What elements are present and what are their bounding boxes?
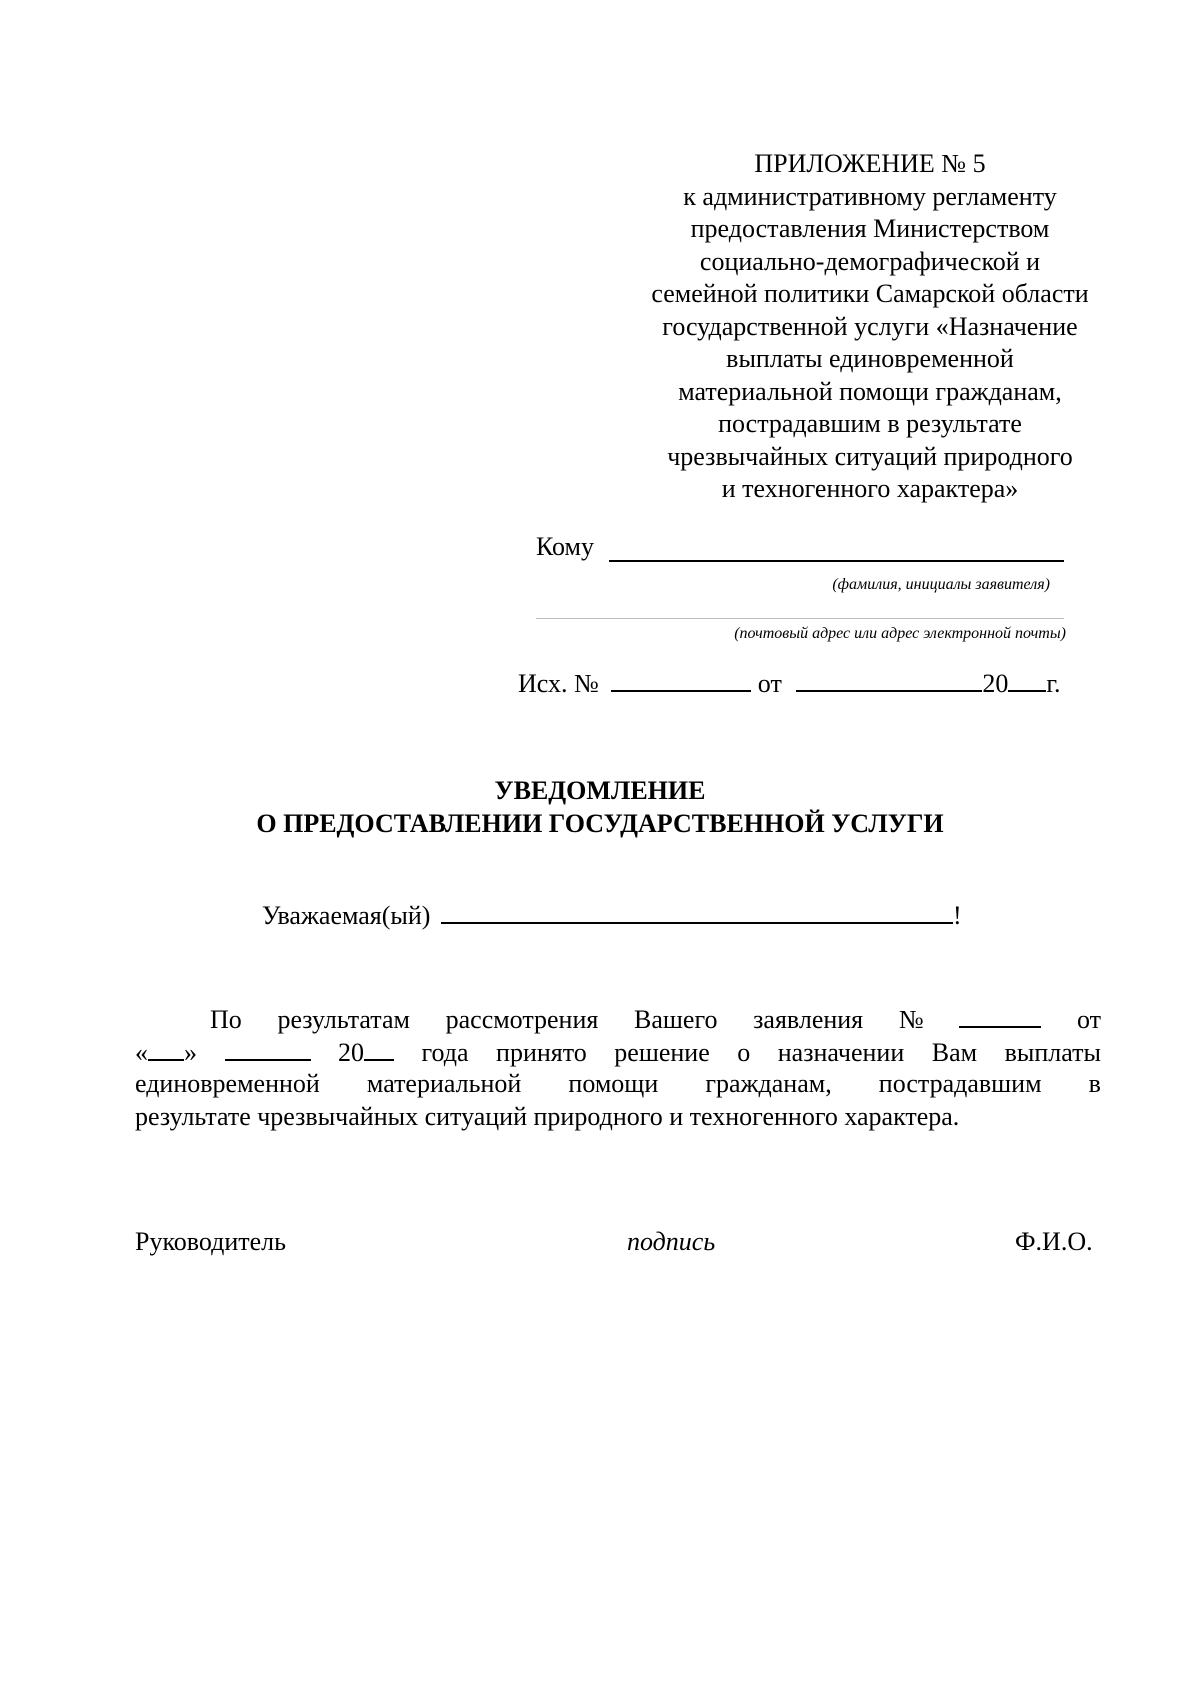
outgoing-year-prefix: 20 [982, 669, 1009, 698]
application-day-line[interactable] [148, 1035, 184, 1061]
outgoing-from-label: от [757, 669, 782, 698]
year-prefix: 20 [338, 1038, 364, 1067]
appendix-line: государственной услуги «Назначение [662, 311, 1078, 341]
body-word: № [898, 1005, 924, 1034]
body-word: результатам [277, 1005, 410, 1034]
appendix-line: предоставления Министерством [690, 214, 1050, 243]
body-word: единовременной [135, 1069, 320, 1098]
appendix-line: ПРИЛОЖЕНИЕ № 5 [754, 149, 986, 178]
addressee-address-line[interactable] [536, 618, 1064, 619]
outgoing-number-label: Исх. № [518, 669, 599, 698]
outgoing-date-line[interactable] [796, 666, 982, 692]
addressee-name-line[interactable] [609, 560, 1064, 562]
application-month-line[interactable] [225, 1035, 311, 1061]
body-word: заявления [753, 1005, 864, 1034]
open-quote: « [135, 1038, 148, 1067]
appendix-line: материальной помощи гражданам, [678, 376, 1062, 406]
greeting-name-line[interactable] [441, 898, 953, 924]
body-word: назначении [777, 1038, 905, 1067]
outgoing-number-line[interactable] [611, 666, 751, 692]
body-word: от [1076, 1005, 1101, 1034]
appendix-line: выплаты единовременной [726, 344, 1014, 373]
appendix-line: пострадавшим в результате [718, 409, 1022, 438]
body-word: гражданам, [705, 1069, 832, 1098]
application-year-line[interactable] [364, 1035, 394, 1061]
appendix-line: к административному регламенту [683, 181, 1057, 211]
signature-name: Ф.И.О. [1015, 1227, 1093, 1256]
notice-title: УВЕДОМЛЕНИЕ [494, 776, 706, 805]
application-year-field [338, 1035, 394, 1069]
outgoing-year-suffix: г. [1046, 669, 1061, 698]
notice-subtitle: О ПРЕДОСТАВЛЕНИИ ГОСУДАРСТВЕННОЙ УСЛУГИ [256, 809, 944, 838]
appendix-line: социально-демографической и [699, 246, 1041, 276]
application-number-line[interactable] [959, 1002, 1041, 1028]
outgoing-row [518, 666, 1061, 700]
body-word: Вам [931, 1038, 978, 1067]
appendix-block [630, 148, 1110, 506]
body-line-1 [210, 1002, 1101, 1036]
body-word: Вашего [634, 1005, 718, 1034]
body-line-4: результате чрезвычайных ситуаций природного и техногенного характера. [135, 1102, 960, 1131]
addressee-address-hint: (почтовый адрес или адрес электронной почты) [734, 625, 1066, 642]
outgoing-year-line[interactable] [1008, 666, 1046, 692]
body-word: принято [496, 1038, 587, 1067]
body-word: о [737, 1038, 751, 1067]
body-word: пострадавшим [878, 1069, 1042, 1098]
addressee-label: Кому [536, 532, 595, 561]
body-word: По [210, 1005, 242, 1034]
body-line-2 [135, 1035, 1101, 1069]
body-word: выплаты [1004, 1038, 1101, 1067]
appendix-line: и техногенного характера» [721, 474, 1019, 503]
close-quote: » [184, 1038, 197, 1067]
appendix-line: чрезвычайных ситуаций природного [667, 441, 1073, 471]
body-word: материальной [366, 1069, 522, 1098]
addressee-name-hint: (фамилия, инициалы заявителя) [832, 576, 1050, 593]
body-word: рассмотрения [445, 1005, 599, 1034]
body-word: решение [614, 1038, 710, 1067]
body-word: в [1088, 1069, 1101, 1098]
greeting-row [262, 898, 962, 932]
appendix-line: семейной политики Самарской области [651, 279, 1089, 308]
greeting-end: ! [952, 901, 962, 930]
signature-sign: подпись [627, 1227, 716, 1256]
body-word: помощи [568, 1069, 659, 1098]
greeting-label: Уважаемая(ый) [262, 901, 431, 930]
signature-role: Руководитель [135, 1227, 286, 1256]
body-line-3 [135, 1068, 1101, 1100]
body-word: года [421, 1038, 469, 1067]
application-day-field [135, 1035, 197, 1069]
